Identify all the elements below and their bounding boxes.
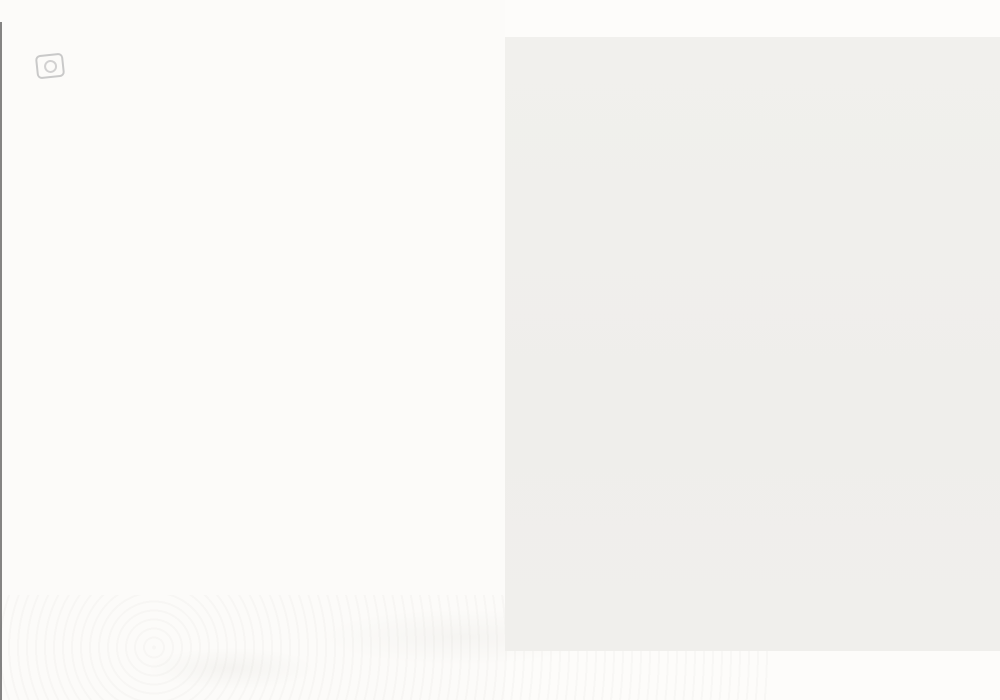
scan-edge-line — [0, 22, 2, 700]
stamp-icon — [35, 53, 65, 80]
right-page — [505, 37, 1000, 651]
